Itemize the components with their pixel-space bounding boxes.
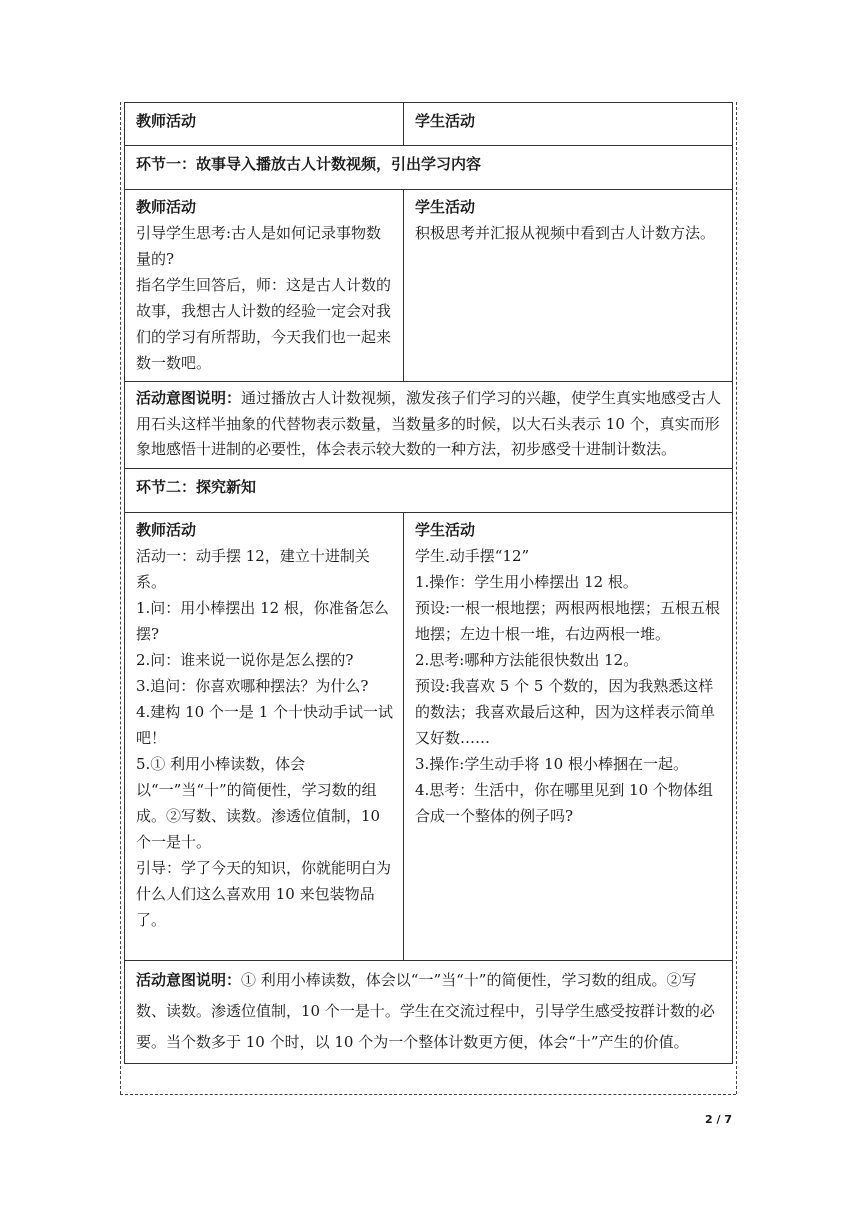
margin-guide-bottom — [120, 1094, 736, 1095]
table-header-row — [125, 103, 733, 146]
section2-student-line: 1.操作：学生用小棒摆出 12 根。 — [415, 572, 638, 591]
lesson-plan-table — [124, 102, 733, 1064]
section1-intent-label: 活动意图说明： — [136, 389, 242, 407]
section2-intent-text: ① 利用小棒读数，体会以“一”当“十”的简便性，学习数的组成。②写数、读数。渗透位值制，10 个一是十。学生在交流过程中，引导学生感受按群计数的必要。当个数多于 10 个时，以 10 个为一个整体计数更方便，体会“十”产生的价值。 — [136, 970, 715, 1051]
section1-intent-text: 通过播放古人计数视频，激发孩子们学习的兴趣，使学生真实地感受古人用石头这样半抽象的代替物表示数量，当数量多的时候，以大石头表示 10 个，真实而形象地感悟十进制的必要性，体会表示较大数的一种方法，初步感受十进制计数法。 — [136, 389, 722, 458]
section2-intent-cell — [125, 960, 733, 1063]
section1-title-row — [125, 146, 733, 190]
section2-student-line: 4.思考：生活中，你在哪里见到 10 个物体组合成一个整体的例子吗? — [415, 780, 713, 825]
section2-student-cell — [404, 512, 733, 960]
header-teacher: 教师活动 — [125, 103, 404, 146]
section2-teacher-line: 2.问：谁来说一说你是怎么摆的? — [136, 650, 354, 669]
section1-student-p1: 积极思考并汇报从视频中看到古人计数方法。 — [415, 224, 716, 242]
section2-student-line: 3.操作:学生动手将 10 根小棒捆在一起。 — [415, 754, 688, 773]
section2-title-row — [125, 468, 733, 512]
section2-student-line: 学生.动手摆“12” — [415, 546, 530, 565]
section1-activities-row — [125, 190, 733, 382]
page-number: 2 / 7 — [705, 1113, 732, 1126]
section2-teacher-line: 引导：学了今天的知识，你就能明白为什么人们这么喜欢用 10 来包装物品了。 — [136, 858, 392, 929]
section1-teacher-p1: 引导学生思考:古人是如何记录事物数量的? — [136, 224, 382, 268]
section2-activities-row — [125, 512, 733, 960]
section2-intent-label: 活动意图说明： — [136, 970, 242, 989]
section2-student-line: 2.思考:哪种方法能很快数出 12。 — [415, 650, 639, 669]
section1-intent-row — [125, 382, 733, 469]
section1-student-label: 学生活动 — [415, 198, 476, 216]
section1-teacher-label: 教师活动 — [136, 198, 197, 216]
section2-student-line: 预设:我喜欢 5 个 5 个数的，因为我熟悉这样的数法；我喜欢最后这种，因为这样表示简单又好数…… — [415, 676, 716, 747]
section2-title: 环节二：探究新知 — [125, 468, 733, 512]
section2-teacher-line: 活动一：动手摆 12，建立十进制关系。 — [136, 546, 370, 591]
section2-student-line: 预设:一根一根地摆；两根两根地摆；五根五根地摆；左边十根一堆，右边两根一堆。 — [415, 598, 721, 643]
header-student: 学生活动 — [404, 103, 733, 146]
section2-teacher-line: 3.追问：你喜欢哪种摆法？为什么? — [136, 676, 369, 695]
section1-student-cell — [404, 190, 733, 382]
section2-teacher-line: 5.① 利用小棒读数，体会以“一”当“十”的简便性，学习数的组成。②写数、读数。渗透位值制，10 个一是十。 — [136, 754, 381, 851]
section2-teacher-label: 教师活动 — [136, 520, 197, 539]
section1-teacher-p2: 指名学生回答后，师：这是古人计数的故事，我想古人计数的经验一定会对我们的学习有所帮助，今天我们也一起来数一数吧。 — [136, 276, 392, 372]
section2-teacher-cell — [125, 512, 404, 960]
section2-teacher-line: 1.问：用小棒摆出 12 根，你准备怎么摆? — [136, 598, 389, 643]
section1-intent-cell — [125, 382, 733, 469]
section1-teacher-cell — [125, 190, 404, 382]
section2-student-label: 学生活动 — [415, 520, 476, 539]
section2-teacher-line: 4.建构 10 个一是 1 个十快动手试一试吧！ — [136, 702, 394, 747]
section2-intent-row — [125, 960, 733, 1063]
margin-guide-right — [736, 102, 737, 1094]
margin-guide-left — [120, 102, 121, 1094]
section1-title: 环节一：故事导入播放古人计数视频，引出学习内容 — [125, 146, 733, 190]
